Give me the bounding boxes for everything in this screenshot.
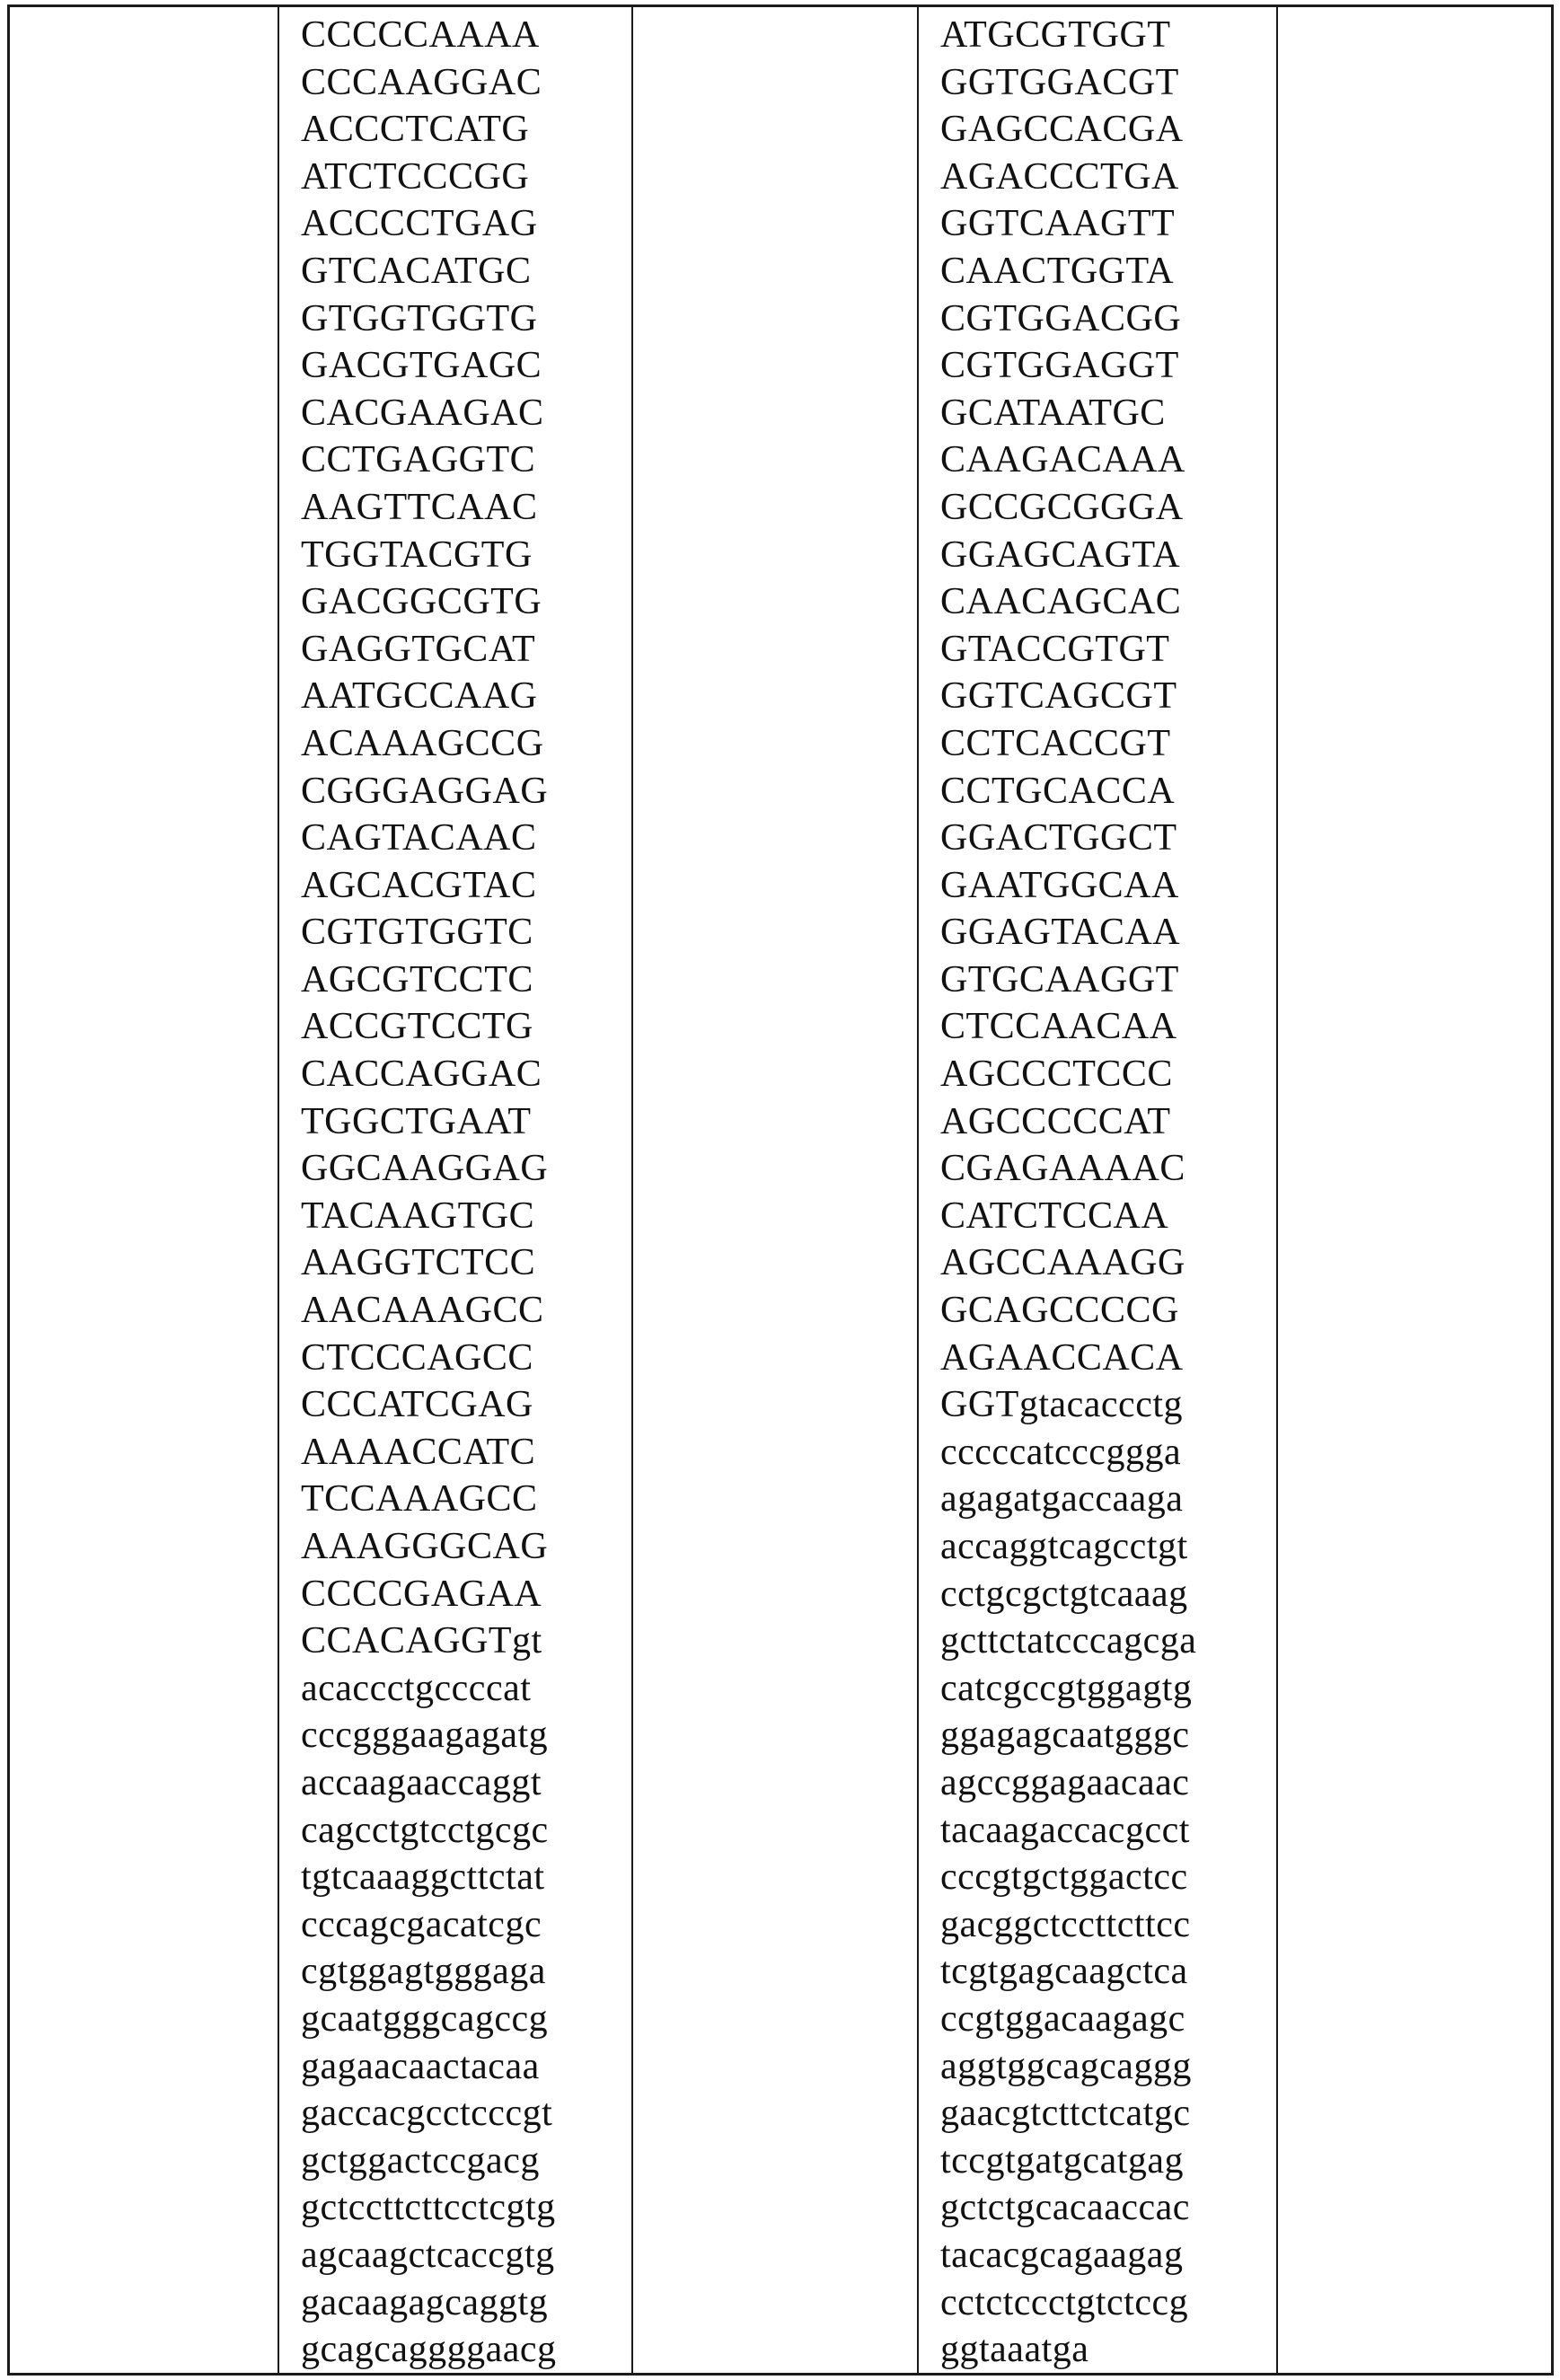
sequence-line: GACGTGAGC <box>301 345 542 387</box>
sequence-line: CCTGCACCA <box>940 770 1176 812</box>
sequence-line: CCCATCGAG <box>301 1384 533 1426</box>
sequence-line: AGCGTCCTC <box>301 958 533 1000</box>
sequence-line: GGAGTACAA <box>940 912 1181 954</box>
sequence-line: GTGCAAGGT <box>940 958 1179 1000</box>
sequence-line: ACCCTCATG <box>301 109 530 151</box>
sequence-line: GGTCAAGTT <box>940 203 1176 245</box>
sequence-line: AAAACCATC <box>301 1431 536 1473</box>
sequence-line: AGCCCTCCC <box>940 1053 1173 1096</box>
sequence-line: ATCTCCCGG <box>301 155 530 198</box>
sequence-line: tacacgcagaagag <box>940 2234 1184 2276</box>
sequence-line: CAACTGGTA <box>940 250 1175 292</box>
sequence-line: CGTGGACGG <box>940 297 1182 339</box>
sequence-line: CAACAGCAC <box>940 581 1182 623</box>
sequence-line: gcttctatcccagcga <box>940 1620 1197 1662</box>
sequence-line: CCTGAGGTC <box>301 439 536 481</box>
sequence-line: ATGCGTGGT <box>940 14 1171 56</box>
sequence-line: CCCCGAGAA <box>301 1573 542 1615</box>
sequence-line: CAGTACAAC <box>301 817 537 859</box>
sequence-line: GTACCGTGT <box>940 628 1170 670</box>
sequence-line: gctctgcacaaccac <box>940 2187 1190 2229</box>
table-cell-sequence-left <box>279 7 633 2373</box>
sequence-line: TGGCTGAAT <box>301 1100 532 1142</box>
sequence-line: gaccacgcctcccgt <box>301 2093 553 2135</box>
sequence-line: CTCCAACAA <box>940 1006 1177 1048</box>
sequence-line: GGTCAGCGT <box>940 675 1177 718</box>
sequence-line: cccagcgacatcgc <box>301 1903 542 1945</box>
sequence-line: cctctccctgtctccg <box>940 2281 1189 2323</box>
sequence-line: CCCAAGGAC <box>301 61 542 103</box>
sequence-line: GGCAAGGAG <box>301 1148 549 1190</box>
sequence-line: GAGCCACGA <box>940 109 1184 151</box>
sequence-line: AAGTTCAAC <box>301 486 538 528</box>
sequence-line: tacaagaccacgcct <box>940 1809 1190 1851</box>
sequence-line: GTGGTGGTG <box>301 297 538 339</box>
table-cell-sequence-right <box>919 7 1278 2373</box>
sequence-line: AAGGTCTCC <box>301 1242 536 1284</box>
sequence-line: GAGGTGCAT <box>301 628 536 670</box>
sequence-line: AGCCAAAGG <box>940 1242 1185 1284</box>
table-cell-empty-right <box>1278 7 1551 2373</box>
sequence-line: GGTgtacaccctg <box>940 1384 1184 1426</box>
sequence-line: gacggctccttcttcc <box>940 1903 1191 1945</box>
sequence-line: cgtggagtgggaga <box>301 1951 546 1993</box>
sequence-line: cagcctgtcctgcgc <box>301 1809 549 1851</box>
sequence-line: ACCGTCCTG <box>301 1006 533 1048</box>
sequence-line: GGTGGACGT <box>940 61 1179 103</box>
sequence-line: gagaacaactacaa <box>301 2045 540 2087</box>
sequence-line: CAAGACAAA <box>940 439 1185 481</box>
sequence-line: CATCTCCAA <box>940 1194 1169 1237</box>
sequence-line: AATGCCAAG <box>301 675 538 718</box>
sequence-line: tcgtgagcaagctca <box>940 1951 1188 1993</box>
sequence-line: agcaagctcaccgtg <box>301 2234 555 2276</box>
sequence-line: CGTGGAGGT <box>940 345 1179 387</box>
sequence-line: AGCCCCCAT <box>940 1100 1171 1142</box>
sequence-line: gaacgtcttctcatgc <box>940 2093 1191 2135</box>
sequence-line: accaggtcagcctgt <box>940 1526 1188 1567</box>
sequence-line: AACAAAGCC <box>301 1290 544 1332</box>
sequence-line: AGCACGTAC <box>301 864 537 906</box>
sequence-line: ggtaaatga <box>940 2329 1089 2371</box>
sequence-line: tgtcaaaggcttctat <box>301 1856 545 1899</box>
table-cell-empty-middle <box>633 7 919 2373</box>
sequence-line: ggagagcaatgggc <box>940 1714 1190 1757</box>
sequence-line: GACGGCGTG <box>301 581 542 623</box>
sequence-line: GGACTGGCT <box>940 817 1177 859</box>
sequence-line: catcgccgtggagtg <box>940 1667 1193 1709</box>
sequence-line: cccccatcccggga <box>940 1431 1182 1473</box>
sequence-line: gcagcaggggaacg <box>301 2329 557 2371</box>
sequence-line: agccggagaacaac <box>940 1761 1190 1803</box>
sequence-line: GCCGCGGGA <box>940 486 1184 528</box>
sequence-line: AGACCCTGA <box>940 155 1179 198</box>
sequence-line: GCATAATGC <box>940 392 1166 434</box>
sequence-line: tccgtgatgcatgag <box>940 2139 1185 2182</box>
sequence-line: gctggactccgacg <box>301 2139 540 2182</box>
sequence-line: acaccctgccccat <box>301 1667 532 1709</box>
sequence-line: GTCACATGC <box>301 250 532 292</box>
sequence-line: ACAAAGCCG <box>301 722 544 764</box>
sequence-line: TGGTACGTG <box>301 533 533 576</box>
sequence-line: CTCCCAGCC <box>301 1336 533 1379</box>
sequence-line: GCAGCCCCG <box>940 1290 1179 1332</box>
sequence-line: CCTCACCGT <box>940 722 1171 764</box>
sequence-line: CGAGAAAAC <box>940 1148 1185 1190</box>
sequence-line: AAAGGGCAG <box>301 1526 549 1567</box>
sequence-line: accaagaaccaggt <box>301 1761 542 1803</box>
sequence-line: agagatgaccaaga <box>940 1478 1184 1521</box>
sequence-line: gcaatgggcagccg <box>301 1997 549 2040</box>
sequence-line: AGAACCACA <box>940 1336 1184 1379</box>
table-cell-empty-left <box>10 7 279 2373</box>
sequence-table <box>7 4 1554 2376</box>
sequence-line: TACAAGTGC <box>301 1194 535 1237</box>
sequence-line: gacaagagcaggtg <box>301 2281 549 2323</box>
sequence-line: CGTGTGGTC <box>301 912 533 954</box>
sequence-line: gctccttcttcctcgtg <box>301 2187 556 2229</box>
sequence-line: CGGGAGGAG <box>301 770 549 812</box>
sequence-line: ccgtggacaagagc <box>940 1997 1185 2040</box>
sequence-line: GAATGGCAA <box>940 864 1179 906</box>
sequence-line: cccgggaagagatg <box>301 1714 549 1757</box>
sequence-line: TCCAAAGCC <box>301 1478 538 1521</box>
sequence-line: aggtggcagcaggg <box>940 2045 1192 2087</box>
sequence-line: CACCAGGAC <box>301 1053 542 1096</box>
sequence-line: CCCCCAAAA <box>301 14 540 56</box>
sequence-line: cccgtgctggactcc <box>940 1856 1188 1899</box>
sequence-line: CACGAAGAC <box>301 392 544 434</box>
sequence-line: CCACAGGTgt <box>301 1620 542 1662</box>
sequence-line: cctgcgctgtcaaag <box>940 1573 1188 1615</box>
sequence-line: GGAGCAGTA <box>940 533 1181 576</box>
sequence-line: ACCCCTGAG <box>301 203 538 245</box>
